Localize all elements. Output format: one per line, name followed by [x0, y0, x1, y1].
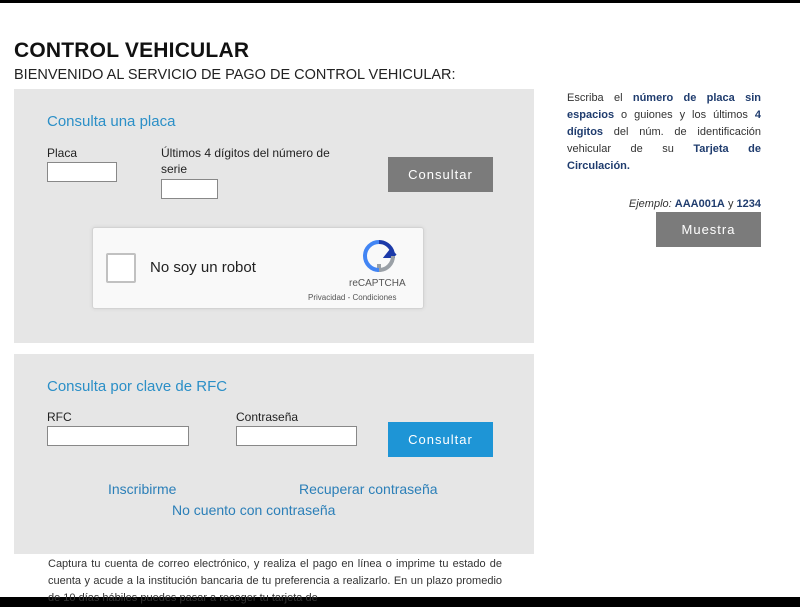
example-line — [629, 198, 761, 210]
help-text-bold: Tarjeta de Circulación. — [567, 143, 761, 172]
help-text-bold: número de placa sin espacios — [567, 92, 761, 121]
help-text — [567, 90, 761, 175]
example-prefix: Ejemplo: — [628, 198, 672, 210]
rfc-query-panel — [14, 354, 534, 554]
example-digits: 1234 — [736, 198, 761, 210]
serial-input[interactable] — [161, 179, 218, 199]
example-and: y — [727, 198, 734, 210]
plate-query-panel — [14, 89, 534, 343]
plate-query-title: Consulta una placa — [47, 113, 176, 130]
help-text-part: del núm. de identificación vehicular de su — [567, 126, 761, 155]
password-label: Contraseña — [236, 410, 299, 424]
recaptcha-widget — [92, 227, 424, 309]
page-subtitle: BIENVENIDO AL SERVICIO DE PAGO DE CONTROL VEHICULAR: — [14, 67, 456, 83]
rfc-input[interactable] — [47, 426, 189, 446]
recover-password-link[interactable]: Recuperar contraseña — [299, 481, 438, 497]
plate-label: Placa — [47, 146, 78, 160]
recaptcha-brand: reCAPTCHA — [349, 278, 406, 289]
footer-text: Captura tu cuenta de correo electrónico, y realiza el pago en línea o imprime tu estado de cuenta y acude a la institución bancaria de tu preferencia a realizarlo. En un plazo promedio de 10 días hábiles puedes pasar a recoger tu tarjeta de — [48, 558, 502, 604]
recaptcha-links[interactable]: Privacidad - Condiciones — [308, 293, 397, 302]
help-text-part: o guiones y los últimos — [614, 109, 755, 121]
recaptcha-label: No soy un robot — [150, 259, 256, 276]
help-text-bold: 4 dígitos — [567, 109, 761, 138]
page-title: CONTROL VEHICULAR — [14, 39, 250, 62]
page-frame — [0, 3, 800, 604]
rfc-submit-button[interactable]: Consultar — [388, 422, 493, 457]
recaptcha-checkbox[interactable] — [106, 253, 136, 283]
register-link[interactable]: Inscribirme — [108, 481, 177, 497]
recaptcha-logo-icon — [361, 238, 397, 274]
password-input[interactable] — [236, 426, 357, 446]
sample-button[interactable]: Muestra — [656, 212, 761, 247]
no-account-link[interactable]: No cuento con contraseña — [172, 502, 336, 518]
help-text-part: Escriba el — [567, 92, 633, 104]
rfc-query-title: Consulta por clave de RFC — [47, 378, 228, 395]
serial-label: Últimos 4 dígitos del número de serie — [161, 146, 330, 176]
rfc-label: RFC — [47, 410, 72, 424]
plate-input[interactable] — [47, 162, 117, 182]
example-plate: AAA001A — [674, 198, 725, 210]
plate-submit-button[interactable]: Consultar — [388, 157, 493, 192]
